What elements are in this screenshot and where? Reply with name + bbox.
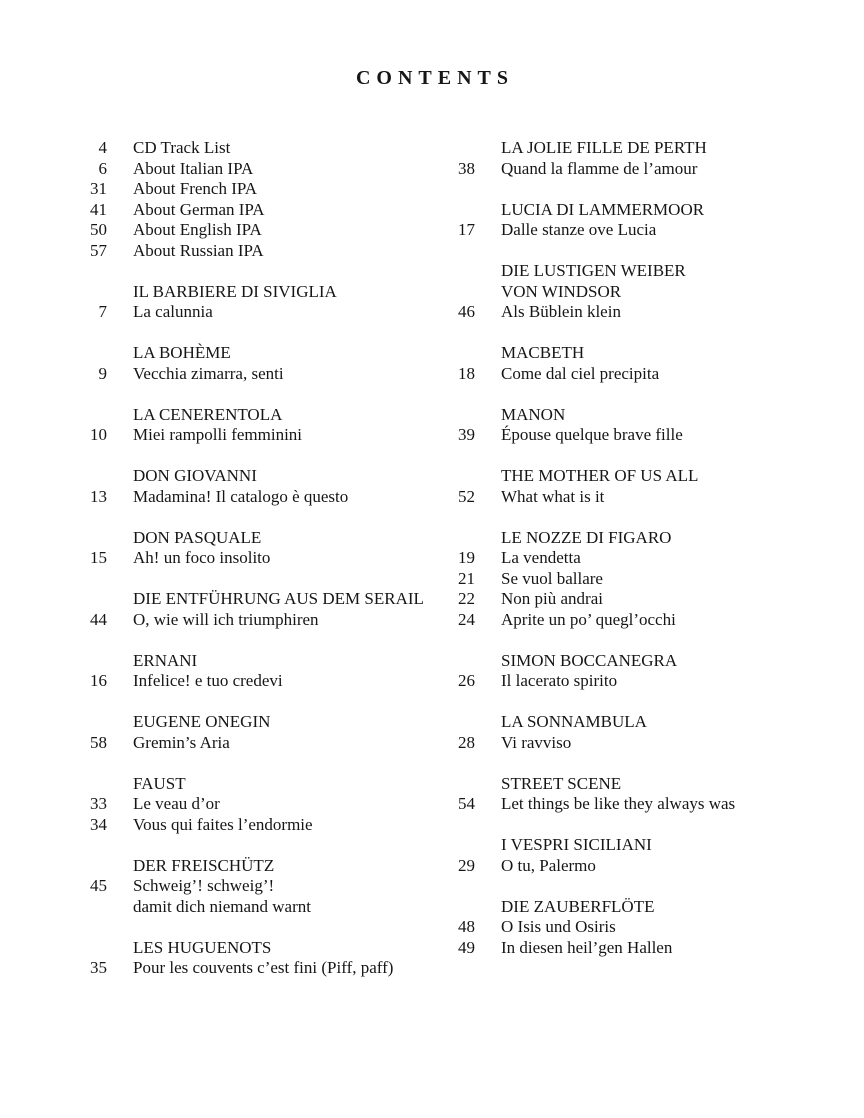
work-title: DIE ENTFÜHRUNG AUS DEM SERAIL	[133, 589, 424, 608]
toc-block	[433, 651, 843, 692]
page-number: 18	[458, 363, 475, 383]
page-number: 31	[90, 179, 107, 198]
toc-entry	[65, 302, 450, 323]
page-number: 44	[90, 609, 107, 629]
page-number: 58	[90, 732, 107, 752]
entry-title: Quand la flamme de l’amour	[501, 158, 698, 178]
toc-entry	[433, 917, 843, 938]
work-title: I VESPRI SICILIANI	[501, 835, 652, 854]
page-number: 49	[458, 937, 475, 957]
entry-title: In diesen heil’gen Hallen	[501, 937, 673, 957]
toc-entry	[65, 897, 450, 918]
toc-entry	[433, 548, 843, 569]
toc-entry	[65, 733, 450, 754]
toc-entry	[65, 794, 450, 815]
work-title: LA CENERENTOLA	[133, 404, 283, 424]
entry-title: Se vuol ballare	[501, 568, 603, 588]
work-title: MANON	[501, 404, 566, 424]
entry-title: Vous qui faites l’endormie	[133, 814, 313, 834]
work-title: IL BARBIERE DI SIVIGLIA	[133, 281, 337, 301]
work-title: LA SONNAMBULA	[501, 712, 647, 731]
entry-title: Non più andrai	[501, 589, 603, 608]
page-number: 22	[458, 589, 475, 608]
page-number: 50	[90, 220, 107, 239]
toc-entry	[433, 856, 843, 877]
toc-entry	[433, 610, 843, 631]
work-title: DON PASQUALE	[133, 527, 262, 547]
work-title: DIE LUSTIGEN WEIBER	[501, 261, 686, 280]
toc-entry	[65, 220, 450, 241]
entry-title: Aprite un po’ quegl’occhi	[501, 609, 676, 629]
toc-entry	[65, 815, 450, 836]
page-number: 35	[90, 958, 107, 977]
entry-title: La vendetta	[501, 548, 581, 567]
entry-title: damit dich niemand warnt	[133, 896, 311, 916]
toc-entry	[433, 159, 843, 180]
toc-block	[65, 466, 450, 507]
work-title: EUGENE ONEGIN	[133, 712, 271, 731]
page-number	[65, 897, 107, 918]
toc-block	[65, 938, 450, 979]
toc-entry	[65, 610, 450, 631]
work-title: LE NOZZE DI FIGARO	[501, 527, 672, 547]
entry-title: Épouse quelque brave fille	[501, 425, 683, 444]
work-title: LA BOHÈME	[133, 343, 231, 362]
toc-entry	[65, 425, 450, 446]
toc-entry	[433, 671, 843, 692]
page-number: 52	[458, 486, 475, 506]
entry-title: Come dal ciel precipita	[501, 363, 660, 383]
work-title: LES HUGUENOTS	[133, 937, 272, 957]
entry-title: Miei rampolli femminini	[133, 425, 303, 444]
page-number: 9	[98, 363, 107, 383]
entry-title: About Russian IPA	[133, 240, 264, 260]
toc-block	[65, 651, 450, 692]
page-title: CONTENTS	[355, 67, 515, 89]
entry-title: Il lacerato spirito	[501, 671, 618, 690]
toc-block	[433, 466, 843, 507]
page-number: 46	[458, 302, 475, 321]
page-number: 28	[458, 732, 475, 752]
work-title: VON WINDSOR	[501, 281, 622, 301]
work-title: ERNANI	[133, 650, 198, 670]
entry-title: Schweig’! schweig’!	[133, 876, 275, 895]
toc-entry	[433, 569, 843, 590]
entry-title: CD Track List	[133, 138, 231, 157]
toc-entry	[65, 241, 450, 262]
toc-block	[65, 528, 450, 569]
page-number: 15	[90, 548, 107, 567]
toc-block	[433, 405, 843, 446]
page-number: 21	[458, 568, 475, 588]
toc-entry	[433, 589, 843, 610]
work-title: STREET SCENE	[501, 773, 622, 793]
page-number: 17	[458, 220, 475, 239]
toc-block	[65, 343, 450, 384]
toc-entry	[433, 425, 843, 446]
entry-title: Vi ravviso	[501, 732, 572, 752]
work-title: FAUST	[133, 773, 186, 793]
toc-block	[433, 261, 843, 323]
entry-title: La calunnia	[133, 302, 213, 321]
toc-entry	[65, 200, 450, 221]
toc-block	[433, 138, 843, 179]
toc-entry	[433, 938, 843, 959]
work-title: MACBETH	[501, 343, 585, 362]
page-number: 29	[458, 855, 475, 875]
page-number: 57	[90, 240, 107, 260]
toc-block	[65, 282, 450, 323]
toc-block	[433, 712, 843, 753]
page-number: 34	[90, 814, 107, 834]
entry-title: Pour les couvents c’est fini (Piff, paff)	[133, 958, 394, 977]
work-title: DON GIOVANNI	[133, 466, 257, 485]
toc-block	[433, 774, 843, 815]
work-title: SIMON BOCCANEGRA	[501, 650, 678, 670]
toc-block	[65, 774, 450, 836]
entry-title: About French IPA	[133, 179, 258, 198]
toc-entry	[65, 548, 450, 569]
toc-entry	[65, 487, 450, 508]
toc-block	[65, 589, 450, 630]
toc-entry	[65, 159, 450, 180]
entry-title: Madamina! Il catalogo è questo	[133, 486, 349, 506]
toc-entry	[433, 302, 843, 323]
work-title: DER FREISCHÜTZ	[133, 855, 275, 875]
page-number: 4	[98, 138, 107, 157]
toc-entry	[433, 220, 843, 241]
toc-entry	[65, 876, 450, 897]
entry-title: O Isis und Osiris	[501, 917, 616, 936]
entry-title: Let things be like they always was	[501, 794, 736, 813]
work-title: LUCIA DI LAMMERMOOR	[501, 199, 705, 219]
toc-block	[65, 405, 450, 446]
toc-block	[65, 856, 450, 918]
work-title: DIE ZAUBERFLÖTE	[501, 896, 655, 916]
entry-title: About German IPA	[133, 199, 265, 219]
toc-entry	[65, 958, 450, 979]
entry-title: Dalle stanze ove Lucia	[501, 220, 657, 239]
toc-block	[433, 200, 843, 241]
page-number: 6	[98, 158, 107, 178]
page-number: 41	[90, 199, 107, 219]
toc-block	[433, 528, 843, 631]
work-title: LA JOLIE FILLE DE PERTH	[501, 138, 707, 157]
entry-title: Ah! un foco insolito	[133, 548, 271, 567]
toc-column-right	[433, 138, 843, 979]
page-number: 33	[90, 794, 107, 813]
toc-entry	[65, 671, 450, 692]
page-number: 39	[458, 425, 475, 444]
entry-title: Vecchia zimarra, senti	[133, 363, 284, 383]
entry-title: O tu, Palermo	[501, 855, 596, 875]
toc-block	[65, 712, 450, 753]
entry-title: About English IPA	[133, 220, 262, 239]
page-number: 38	[458, 158, 475, 178]
toc-block	[433, 897, 843, 959]
entry-title: Le veau d’or	[133, 794, 220, 813]
entry-title: Infelice! e tuo credevi	[133, 671, 283, 690]
page-number: 7	[98, 302, 107, 321]
toc-column-left	[65, 138, 450, 999]
toc-entry	[65, 138, 450, 159]
toc-entry	[433, 364, 843, 385]
toc-block	[65, 138, 450, 261]
entry-title: Gremin’s Aria	[133, 732, 230, 752]
page-number: 19	[458, 548, 475, 567]
entry-title: O, wie will ich triumphiren	[133, 609, 319, 629]
entry-title: Als Büblein klein	[501, 302, 621, 321]
work-title: THE MOTHER OF US ALL	[501, 466, 699, 485]
entry-title: About Italian IPA	[133, 158, 254, 178]
page-number: 45	[90, 876, 107, 895]
page-number: 54	[458, 794, 475, 813]
page-number: 13	[90, 486, 107, 506]
page-number: 24	[458, 609, 475, 629]
toc-entry	[433, 487, 843, 508]
toc-entry	[65, 364, 450, 385]
toc-entry	[65, 179, 450, 200]
entry-title: What what is it	[501, 486, 605, 506]
page-number: 10	[90, 425, 107, 444]
toc-entry	[433, 794, 843, 815]
toc-entry	[433, 733, 843, 754]
toc-block	[433, 343, 843, 384]
page-number: 48	[458, 917, 475, 936]
page-number: 26	[458, 671, 475, 690]
toc-block	[433, 835, 843, 876]
page-number: 16	[90, 671, 107, 690]
